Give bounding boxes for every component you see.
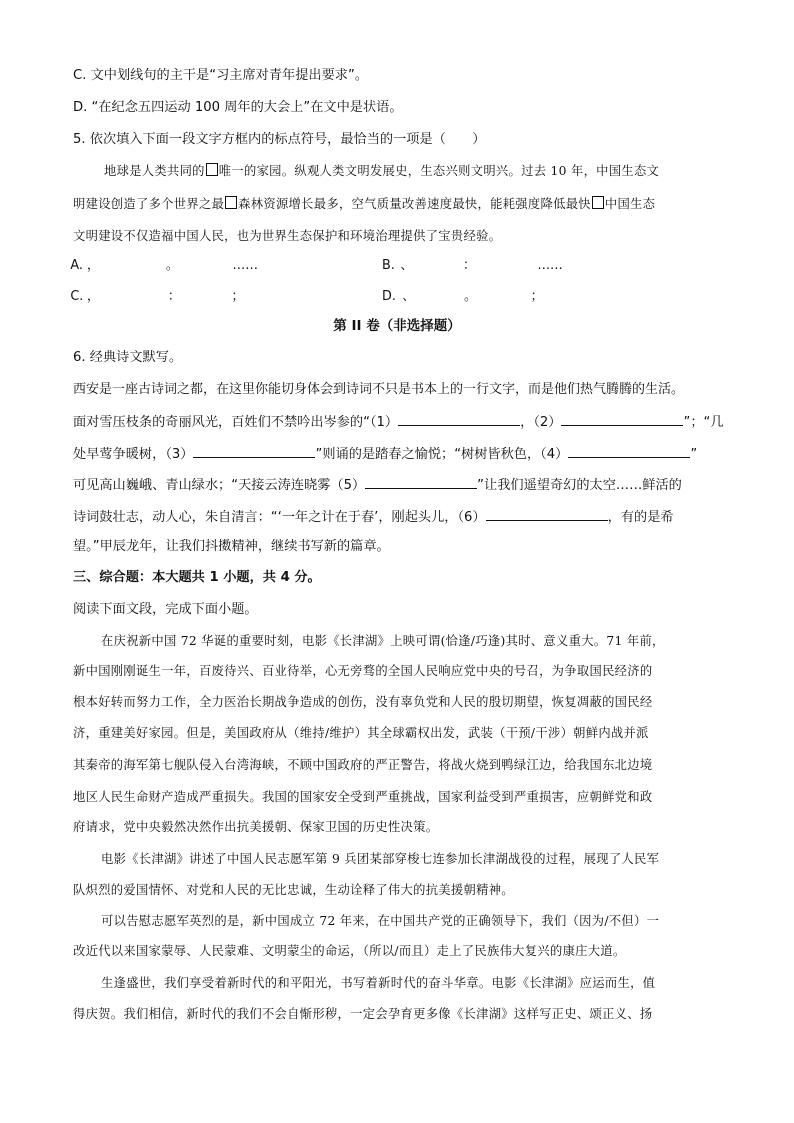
option-b-mark-1: 、 bbox=[400, 258, 414, 273]
q6-line-1: 西安是一座古诗词之都，在这里你能切身体会到诗词不只是书本上的一行文字，而是他们热气腾腾的生活。 bbox=[73, 382, 685, 397]
q6-text: 处早莺争暖树，（3） bbox=[73, 447, 194, 462]
reading-p1-line-2: 新中国刚刚诞生一年，百废待兴、百业待举，心无旁骛的全国人民响应党中央的号召，为争取国民经济的 bbox=[73, 664, 653, 678]
option-b-mark-2: ： bbox=[463, 258, 476, 273]
section-3-title: 三、综合题：本大题共 1 小题，共 4 分。 bbox=[73, 570, 321, 585]
q6-text: 可见高山巍峨、青山绿水；“天接云涛连晓雾（5） bbox=[73, 478, 366, 493]
reading-p1-line-1: 在庆祝新中国 72 华诞的重要时刻，电影《长津湖》上映可谓(恰逢/巧逢)其时、意义重大。71 年前， bbox=[101, 634, 665, 648]
q5-passage-line-2 bbox=[73, 194, 655, 214]
option-c-label: C. bbox=[70, 289, 84, 304]
reading-p1-line-3: 根本好转而努力工作，全力医治长期战争造成的创伤，没有辜负党和人民的殷切期望，恢复凋蔽的国民经 bbox=[73, 695, 653, 709]
option-a-mark-3: …… bbox=[232, 258, 258, 273]
reading-p1-line-4: 济，重建美好家园。但是，美国政府从（维持/维护）其全球霸权出发，武装（干预/干涉）朝鲜内战并派 bbox=[73, 726, 649, 740]
q6-text: ”；“几 bbox=[683, 415, 724, 430]
q6-text: ”让我们遥望奇幻的太空……鲜活的 bbox=[477, 478, 682, 493]
fill-blank-3[interactable] bbox=[193, 443, 315, 458]
option-c-mark-3: ； bbox=[231, 289, 245, 304]
q5-passage-line-1 bbox=[104, 161, 659, 181]
reading-p1-line-6: 地区人民生命财产造成严重损失。我国的国家安全受到严重挑战，国家利益受到严重损害，应朝鲜党和政 bbox=[73, 790, 653, 804]
blank-box bbox=[225, 196, 237, 209]
blank-box bbox=[592, 196, 604, 209]
q4-option-c: C. 文中划线句的主干是“习主席对青年提出要求”。 bbox=[73, 68, 369, 83]
q4-option-d: D. “在纪念五四运动 100 周年的大会上”在文中是状语。 bbox=[73, 100, 403, 115]
option-a-label: A. bbox=[70, 258, 83, 273]
option-b-mark-3: …… bbox=[537, 258, 563, 273]
option-c-mark-1: ， bbox=[86, 289, 100, 304]
q5-passage-text: 地球是人类共同的 bbox=[104, 164, 205, 178]
fill-blank-1[interactable] bbox=[398, 411, 520, 426]
fill-blank-4[interactable] bbox=[568, 443, 690, 458]
reading-p4-line-1: 生逢盛世，我们享受着新时代的和平阳光，书写着新时代的奋斗华章。电影《长津湖》应运而生，值 bbox=[101, 976, 656, 990]
q5-passage-text: 森林资源增长最多，空气质量改善速度最快，能耗强度降低最快 bbox=[238, 197, 591, 211]
section-2-title: 第 II 卷（非选择题） bbox=[333, 318, 461, 334]
reading-p3-line-2: 改近代以来国家蒙辱、人民蒙难、文明蒙尘的命运，（所以/而且）走上了民族伟大复兴的康庄大道。 bbox=[73, 944, 626, 958]
q6-line-5 bbox=[73, 506, 674, 528]
q6-line-4 bbox=[73, 474, 682, 496]
option-d-label: D. bbox=[382, 289, 396, 304]
q5-passage-text: 明建设创造了多个世界之最 bbox=[73, 197, 225, 211]
q6-line-2 bbox=[73, 411, 724, 433]
reading-p1-line-7: 府请求，党中央毅然决然作出抗美援朝、保家卫国的历史性决策。 bbox=[73, 820, 439, 834]
reading-p4-line-2: 得庆贺。我们相信，新时代的我们不会自惭形秽，一定会孕育更多像《长津湖》这样写正史、颂正义、扬 bbox=[73, 1007, 653, 1021]
reading-p2-line-1: 电影《长津湖》讲述了中国人民志愿军第 9 兵团某部穿梭七连参加长津湖战役的过程，展现了人民军 bbox=[101, 852, 660, 866]
q5-passage-line-3: 文明建设不仅造福中国人民，也为世界生态保护和环境治理提供了宝贵经验。 bbox=[73, 229, 502, 243]
fill-blank-5[interactable] bbox=[365, 474, 477, 489]
option-d-mark-1: 、 bbox=[402, 289, 416, 304]
q6-line-3 bbox=[73, 443, 697, 465]
q5-stem: 5. 依次填入下面一段文字方框内的标点符号，最恰当的一项是（ ） bbox=[73, 132, 486, 147]
q5-passage-text: 中国生态 bbox=[604, 197, 656, 211]
reading-p2-line-2: 队炽烈的爱国情怀、对党和人民的无比忠诚，生动诠释了伟大的抗美援朝精神。 bbox=[73, 883, 514, 897]
reading-intro: 阅读下面文段，完成下面小题。 bbox=[73, 602, 258, 617]
q5-passage-text: 唯一的家园。纵观人类文明发展史，生态兴则文明兴。过去 10 年，中国生态文 bbox=[218, 164, 660, 178]
option-a-mark-1: ， bbox=[86, 258, 100, 273]
option-a-mark-2: 。 bbox=[165, 258, 179, 273]
q6-title: 6. 经典诗文默写。 bbox=[73, 350, 183, 365]
fill-blank-2[interactable] bbox=[561, 411, 683, 426]
q6-text: ”则诵的是踏春之愉悦；“树树皆秋色，（4） bbox=[315, 447, 569, 462]
reading-p1-line-5: 其秦帝的海军第七舰队侵入台湾海峡，不顾中国政府的严正警告，将战火烧到鸭绿江边，给我国东北边境 bbox=[73, 758, 653, 772]
q6-text: 诗词鼓壮志，动人心，朱自清言：“‘一年之计在于春’，刚起头儿，（6） bbox=[73, 510, 486, 525]
blank-box bbox=[206, 163, 218, 176]
option-d-mark-3: ； bbox=[530, 289, 544, 304]
q6-text: ，（2） bbox=[520, 415, 562, 430]
q6-text: ” bbox=[690, 447, 698, 462]
q6-text: ，有的是希 bbox=[607, 510, 674, 525]
q6-text: 面对雪压枝条的奇丽风光，百姓们不禁吟出岑参的“（1） bbox=[73, 415, 399, 430]
option-b-label: B. bbox=[382, 258, 395, 273]
q6-line-6: 望。”甲辰龙年，让我们抖擞精神，继续书写新的篇章。 bbox=[73, 539, 390, 554]
option-c-mark-2: ： bbox=[167, 289, 181, 304]
reading-p3-line-1: 可以告慰志愿军英烈的是，新中国成立 72 年来，在中国共产党的正确领导下，我们（因为/不但）一 bbox=[101, 914, 660, 928]
fill-blank-6[interactable] bbox=[486, 506, 608, 521]
option-d-mark-2: 。 bbox=[464, 289, 477, 304]
